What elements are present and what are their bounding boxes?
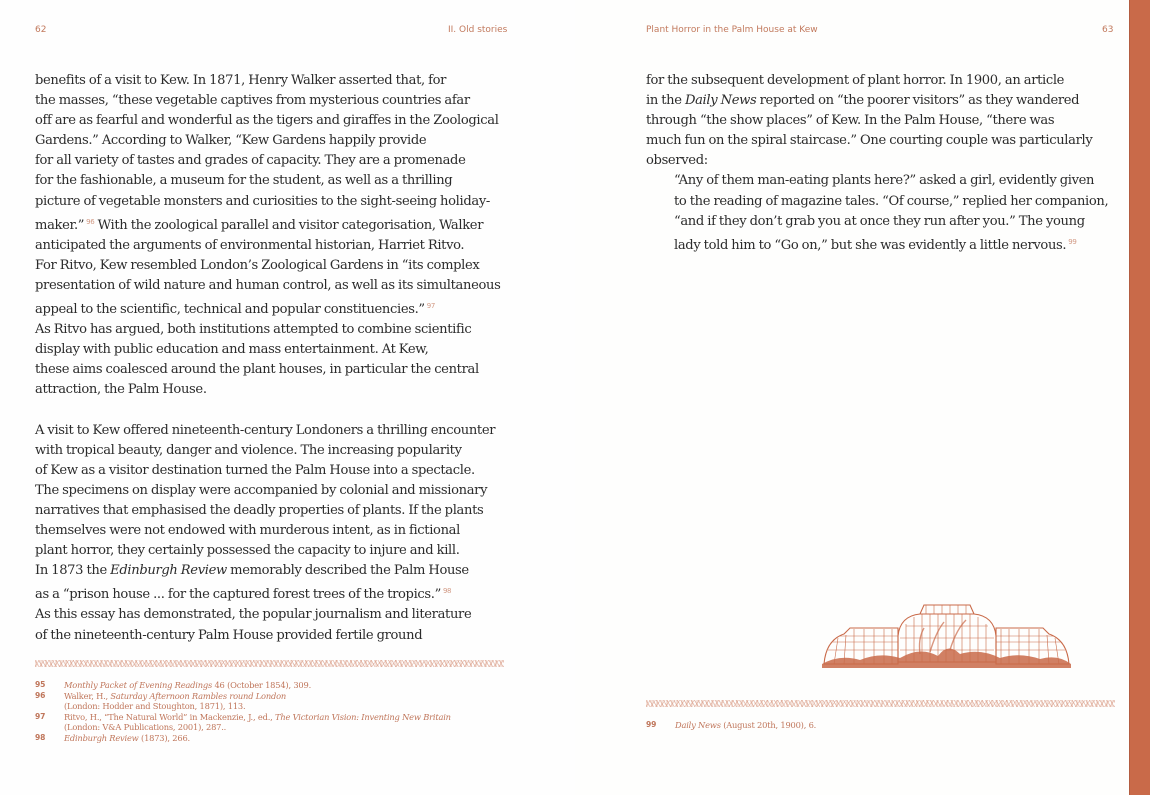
block-quote	[646, 171, 1108, 255]
text-line: presentation of wild nature and human control, as well as its simultaneous	[35, 277, 501, 293]
footnote-number: 99	[646, 720, 657, 729]
quote-line: “Any of them man-eating plants here?” asked a girl, evidently given	[674, 173, 1095, 189]
footnote-title: Monthly Packet of Evening Readings	[64, 680, 213, 690]
footnote-title: The Victorian Vision: Inventing New Britain	[275, 711, 451, 722]
text-line: plant horror, they certainly possessed the capacity to injure and kill.	[35, 543, 460, 559]
text-segment: lady told him to “Go on,” but she was evidently a little nervous.	[674, 237, 1067, 253]
text-line: for the subsequent development of plant horror. In 1900, an article	[646, 73, 1065, 88]
running-head-right: Plant Horror in the Palm House at Kew	[646, 25, 818, 35]
footnote-detail: (August 20th, 1900), 6.	[720, 720, 817, 730]
text-line: attraction, the Palm House.	[35, 382, 207, 398]
quote-line: “and if they don’t grab you at once they run after you.” The young	[674, 213, 1085, 229]
paragraph-1	[35, 71, 500, 401]
text-line: narratives that emphasised the deadly properties of plants. If the plants	[35, 502, 484, 518]
footnote-text	[64, 680, 311, 691]
footnote-number: 97	[35, 711, 46, 721]
quote-line	[674, 232, 1108, 256]
footnote-text	[64, 733, 190, 744]
text-line	[35, 296, 500, 320]
footnote-ref-96[interactable]: 96	[86, 217, 95, 226]
footnote-number: 95	[35, 680, 46, 689]
footnote-ref-97[interactable]: 97	[426, 302, 435, 311]
publication-title: Daily News	[684, 93, 757, 109]
footnote-95	[35, 680, 451, 691]
paragraph-1	[646, 71, 1108, 171]
footnote-divider	[646, 700, 1115, 707]
footnote-author: Ritvo, H., “The Natural World” in Mackenzie, J., ed.,	[64, 711, 276, 722]
footnotes-left	[35, 680, 451, 744]
text-line: themselves were not endowed with murderous intent, as in fictional	[35, 523, 460, 539]
text-line: benefits of a visit to Kew. In 1871, Henry Walker asserted that, for	[35, 73, 447, 88]
paragraph-2	[35, 421, 500, 646]
footnote-line: (London: V&A Publications, 2001), 287..	[64, 722, 227, 733]
text-segment: reported on “the poorer visitors” as they wandered	[756, 93, 1080, 109]
text-segment: in the	[646, 93, 685, 109]
footnote-ref-99[interactable]: 99	[1068, 237, 1077, 246]
publication-title: Edinburgh Review	[110, 563, 227, 579]
footnote-96	[35, 691, 451, 712]
foliage	[822, 648, 1071, 668]
text-line: Gardens.” According to Walker, “Kew Gardens happily provide	[35, 133, 427, 149]
text-line: display with public education and mass entertainment. At Kew,	[35, 342, 429, 358]
footnote-99	[646, 720, 816, 731]
text-line: much fun on the spiral staircase.” One courting couple was particularly	[646, 133, 1093, 149]
quote-line: to the reading of magazine tales. “Of course,” replied her companion,	[674, 193, 1109, 209]
footnote-line	[64, 691, 286, 702]
footnote-number: 98	[35, 732, 46, 742]
paragraph-gap	[35, 401, 500, 421]
text-segment: memorably described the Palm House	[226, 563, 469, 579]
footnote-text	[675, 720, 816, 731]
footnote-title: Daily News	[675, 720, 721, 730]
text-line: through “the show places” of Kew. In the Palm House, “there was	[646, 113, 1055, 129]
footnote-title: Edinburgh Review	[64, 732, 139, 743]
text-line	[646, 91, 1108, 111]
text-line: these aims coalesced around the plant houses, in particular the central	[35, 362, 479, 378]
footnote-detail: 46 (October 1854), 309.	[212, 680, 312, 690]
footnote-number: 96	[35, 690, 46, 700]
footnote-detail: (1873), 266.	[138, 732, 190, 743]
text-line: anticipated the arguments of environmental historian, Harriet Ritvo.	[35, 237, 465, 253]
text-line: picture of vegetable monsters and curiosities to the sight-seeing holiday-	[35, 193, 490, 209]
text-line: For Ritvo, Kew resembled London’s Zoological Gardens in “its complex	[35, 257, 480, 273]
text-line: observed:	[646, 153, 708, 169]
text-line: As Ritvo has argued, both institutions attempted to combine scientific	[35, 322, 472, 338]
footnote-97	[35, 712, 451, 733]
footnote-text	[64, 691, 286, 712]
page-edge-color-band	[1129, 0, 1150, 795]
page-number-left: 62	[35, 25, 47, 35]
text-line: for all variety of tastes and grades of capacity. They are a promenade	[35, 153, 466, 169]
footnotes-right	[646, 720, 816, 731]
text-line: of the nineteenth-century Palm House provided fertile ground	[35, 627, 423, 643]
text-line	[35, 561, 500, 581]
text-line	[35, 581, 500, 605]
text-line: The specimens on display were accompanied by colonial and missionary	[35, 482, 488, 498]
footnote-divider	[35, 660, 504, 667]
text-line: the masses, “these vegetable captives from mysterious countries afar	[35, 93, 470, 109]
text-segment: maker.”	[35, 217, 85, 233]
body-text-right	[646, 71, 1108, 256]
footnote-ref-98[interactable]: 98	[442, 587, 452, 596]
running-head-left: II. Old stories	[448, 25, 508, 35]
footnote-title: Saturday Afternoon Rambles round London	[110, 690, 287, 701]
text-line: with tropical beauty, danger and violence. The increasing popularity	[35, 442, 462, 458]
text-line: A visit to Kew offered nineteenth-century Londoners a thrilling encounter	[35, 422, 496, 438]
text-line: of Kew as a visitor destination turned the Palm House into a spectacle.	[35, 462, 475, 478]
footnote-98	[35, 733, 451, 744]
text-segment: as a “prison house ... for the captured forest trees of the tropics.”	[35, 587, 441, 603]
page-number-right: 63	[1102, 25, 1114, 35]
text-line: As this essay has demonstrated, the popular journalism and literature	[35, 607, 472, 623]
text-line: for the fashionable, a museum for the student, as well as a thrilling	[35, 173, 453, 189]
text-segment: In 1873 the	[35, 563, 111, 579]
footnote-text	[64, 712, 451, 733]
footnote-author: Walker, H.,	[64, 690, 111, 701]
text-segment: With the zoological parallel and visitor categorisation, Walker	[94, 217, 484, 233]
text-line: off are as fearful and wonderful as the tigers and giraffes in the Zoological	[35, 113, 499, 129]
text-line	[35, 212, 500, 236]
body-text-left	[35, 71, 500, 646]
footnote-line: (London: Hodder and Stoughton, 1871), 113.	[64, 701, 246, 712]
text-segment: appeal to the scientific, technical and popular constituencies.”	[35, 302, 425, 318]
palm-house-illustration	[820, 602, 1073, 670]
footnote-line	[64, 712, 451, 723]
